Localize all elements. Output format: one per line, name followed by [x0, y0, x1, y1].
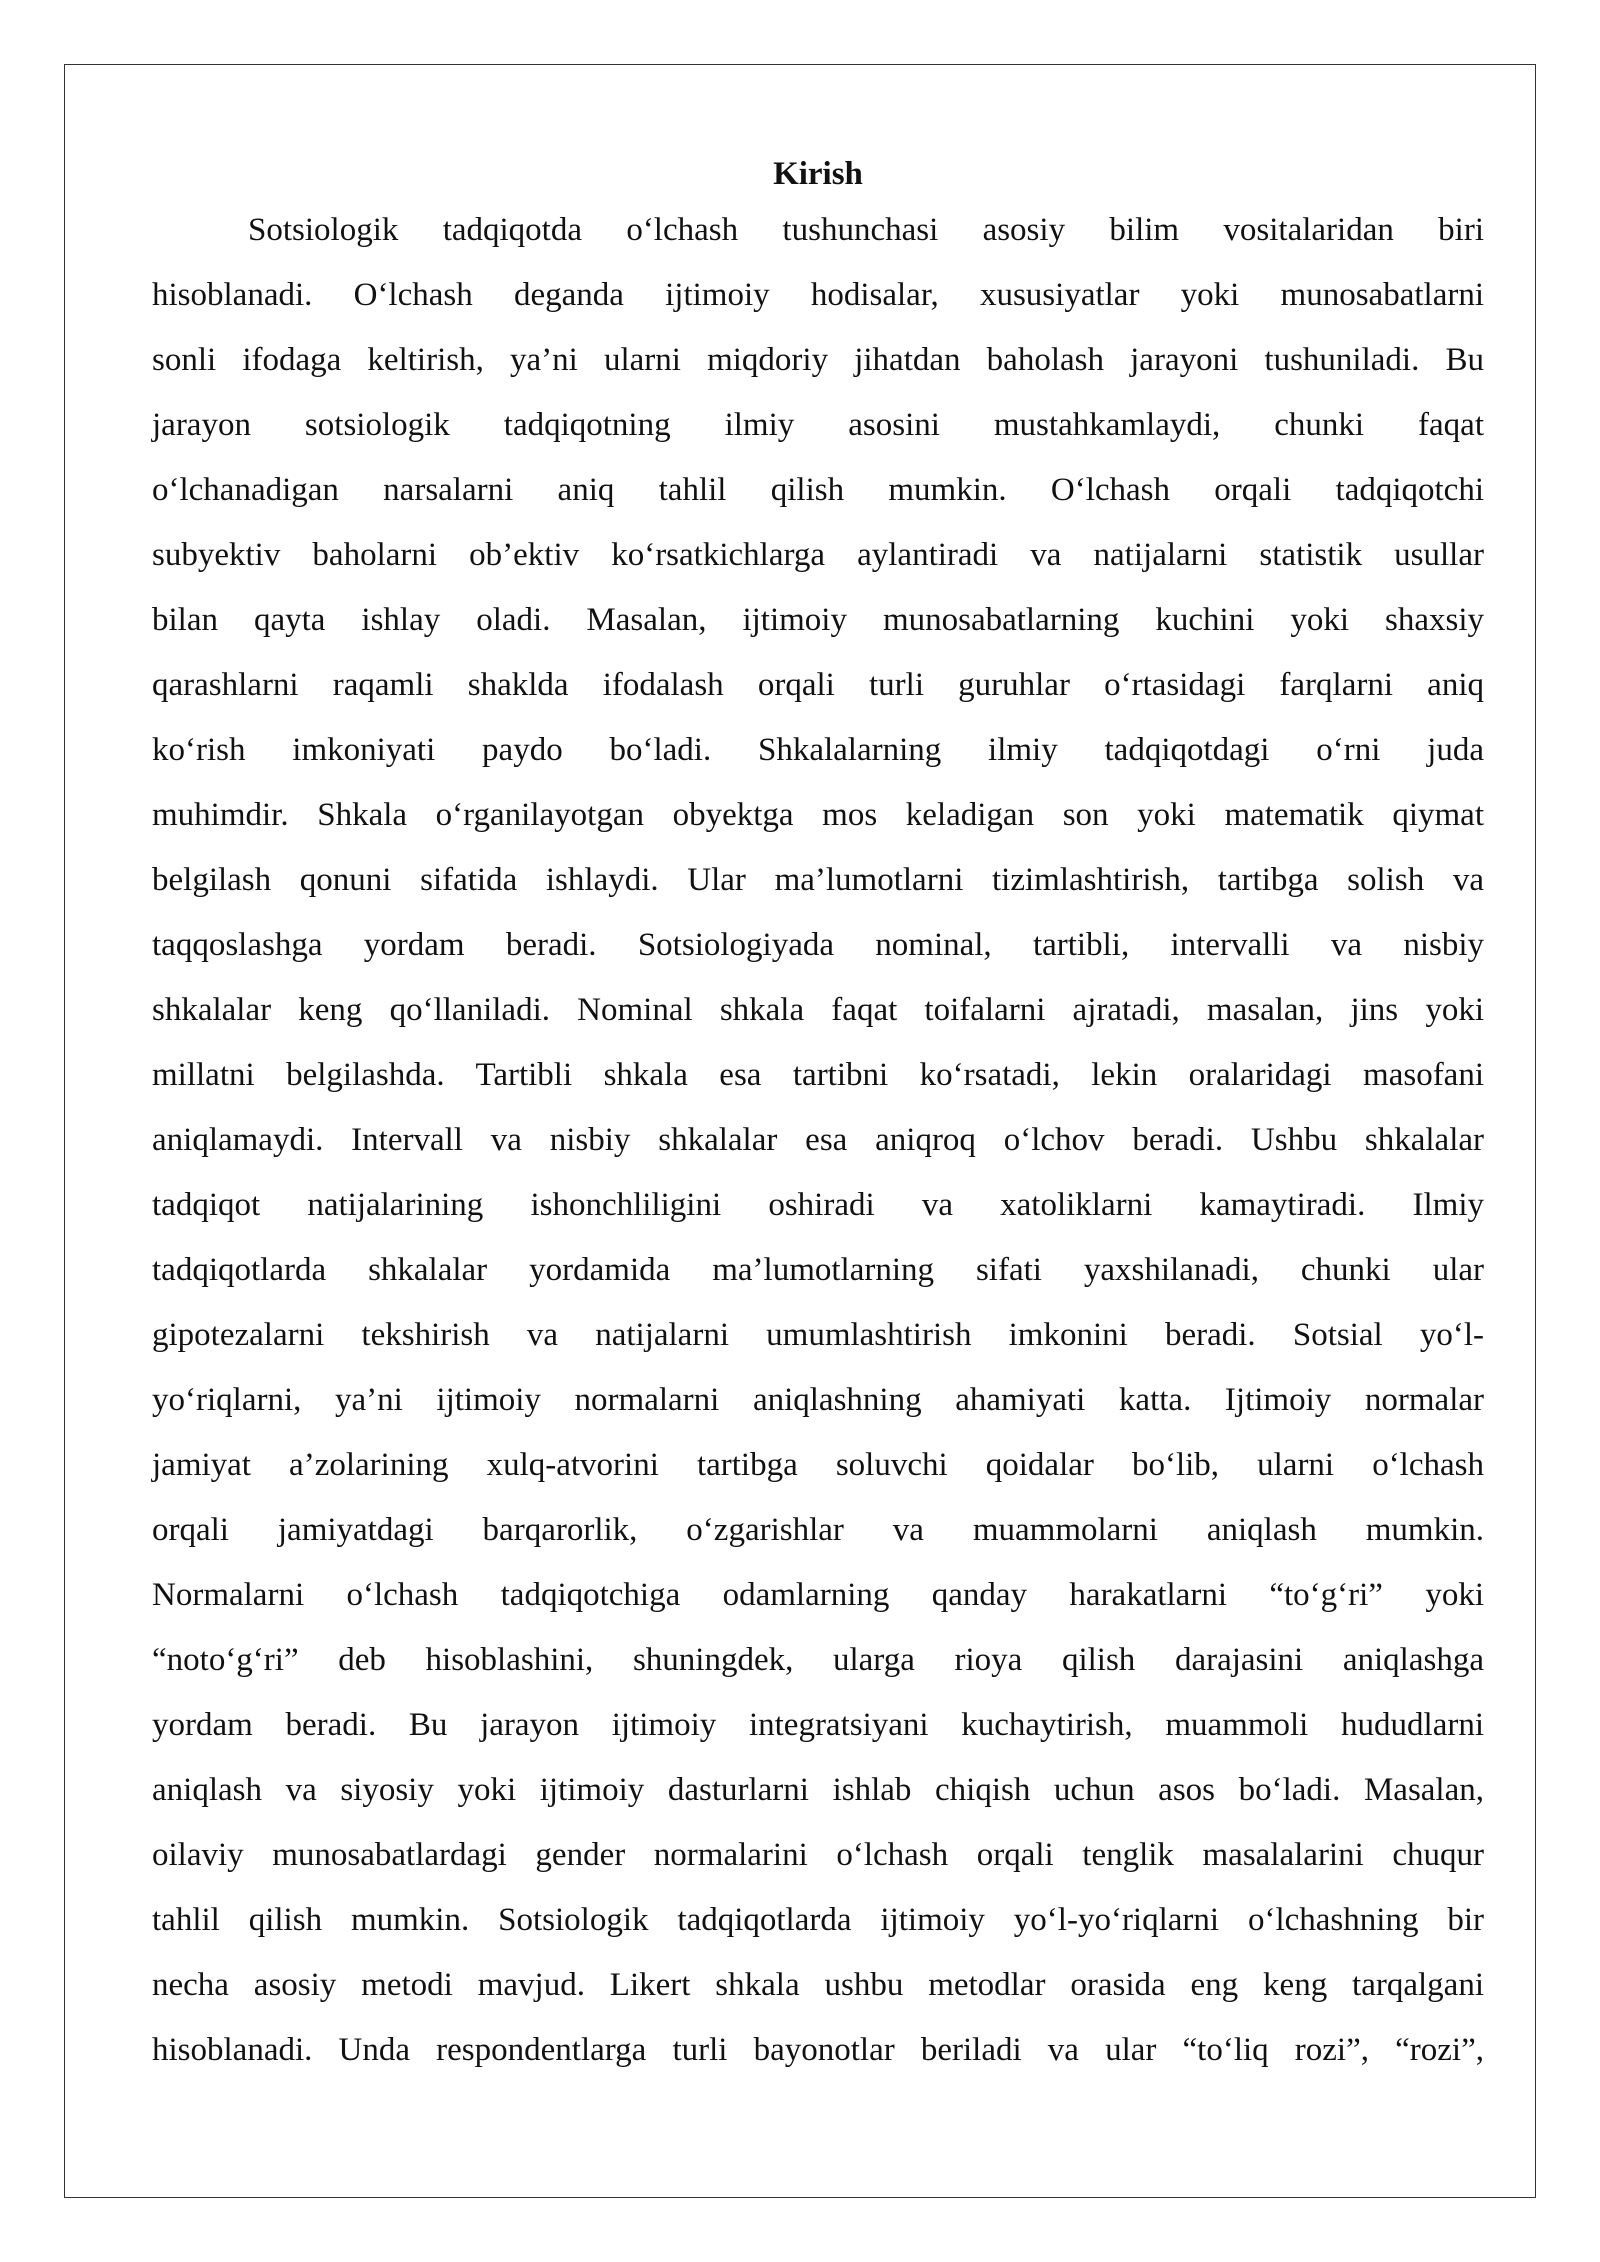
- paragraph-line: bilan qayta ishlay oladi. Masalan, ijtimoiy munosabatlarning kuchini yoki shaxsiy: [152, 602, 1484, 638]
- paragraph-line: sonli ifodaga keltirish, ya’ni ularni miqdoriy jihatdan baholash jarayoni tushuniladi. Bu: [152, 342, 1484, 378]
- paragraph-line: o‘lchanadigan narsalarni aniq tahlil qilish mumkin. O‘lchash orqali tadqiqotchi: [152, 472, 1484, 508]
- paragraph-line: tadqiqotlarda shkalalar yordamida ma’lumotlarning sifati yaxshilanadi, chunki ular: [152, 1252, 1484, 1288]
- paragraph-line: muhimdir. Shkala o‘rganilayotgan obyektga mos keladigan son yoki matematik qiymat: [152, 797, 1484, 833]
- document-body: [152, 150, 1484, 2083]
- paragraph-line: shkalalar keng qo‘llaniladi. Nominal shkala faqat toifalarni ajratadi, masalan, jins yoki: [152, 992, 1484, 1028]
- paragraph-line: tadqiqot natijalarining ishonchliligini oshiradi va xatoliklarni kamaytiradi. Ilmiy: [152, 1187, 1484, 1223]
- document-title: Kirish: [773, 156, 863, 192]
- paragraph-line: ko‘rish imkoniyati paydo bo‘ladi. Shkalalarning ilmiy tadqiqotdagi o‘rni juda: [152, 732, 1484, 768]
- paragraph-line: aniqlamaydi. Intervall va nisbiy shkalalar esa aniqroq o‘lchov beradi. Ushbu shkalalar: [152, 1122, 1484, 1158]
- paragraph-line: hisoblanadi. Unda respondentlarga turli bayonotlar beriladi va ular “to‘liq rozi”, “rozi”,: [152, 2032, 1484, 2068]
- paragraph-line: taqqoslashga yordam beradi. Sotsiologiyada nominal, tartibli, intervalli va nisbiy: [152, 927, 1484, 963]
- paragraph-line: millatni belgilashda. Tartibli shkala esa tartibni ko‘rsatadi, lekin oralaridagi masofani: [152, 1057, 1484, 1093]
- paragraph-line: Sotsiologik tadqiqotda o‘lchash tushunchasi asosiy bilim vositalaridan biri: [248, 212, 1484, 248]
- paragraph-line: tahlil qilish mumkin. Sotsiologik tadqiqotlarda ijtimoiy yo‘l-yo‘riqlarni o‘lchashning bir: [152, 1902, 1484, 1938]
- paragraph-line: Normalarni o‘lchash tadqiqotchiga odamlarning qanday harakatlarni “to‘g‘ri” yoki: [152, 1577, 1484, 1613]
- paragraph-line: “noto‘g‘ri” deb hisoblashini, shuningdek, ularga rioya qilish darajasini aniqlashga: [152, 1642, 1484, 1678]
- paragraph-line: hisoblanadi. O‘lchash deganda ijtimoiy hodisalar, xususiyatlar yoki munosabatlarni: [152, 277, 1484, 313]
- paragraph-line: subyektiv baholarni ob’ektiv ko‘rsatkichlarga aylantiradi va natijalarni statistik usullar: [152, 537, 1484, 573]
- paragraph-line: yo‘riqlarni, ya’ni ijtimoiy normalarni aniqlashning ahamiyati katta. Ijtimoiy normalar: [152, 1382, 1484, 1418]
- paragraph-line: jamiyat a’zolarining xulq-atvorini tartibga soluvchi qoidalar bo‘lib, ularni o‘lchash: [152, 1447, 1484, 1483]
- paragraph-line: oilaviy munosabatlardagi gender normalarini o‘lchash orqali tenglik masalalarini chuqur: [152, 1837, 1484, 1873]
- paragraph: [152, 198, 1484, 2083]
- paragraph-line: jarayon sotsiologik tadqiqotning ilmiy asosini mustahkamlaydi, chunki faqat: [152, 407, 1484, 443]
- paragraph-line: orqali jamiyatdagi barqarorlik, o‘zgarishlar va muammolarni aniqlash mumkin.: [152, 1512, 1484, 1548]
- paragraph-line: gipotezalarni tekshirish va natijalarni umumlashtirish imkonini beradi. Sotsial yo‘l-: [152, 1317, 1484, 1353]
- paragraph-line: qarashlarni raqamli shaklda ifodalash orqali turli guruhlar o‘rtasidagi farqlarni aniq: [152, 667, 1484, 703]
- paragraph-line: belgilash qonuni sifatida ishlaydi. Ular ma’lumotlarni tizimlashtirish, tartibga solish va: [152, 862, 1484, 898]
- paragraph-line: aniqlash va siyosiy yoki ijtimoiy dasturlarni ishlab chiqish uchun asos bo‘ladi. Masalan,: [152, 1772, 1484, 1808]
- paragraph-line: necha asosiy metodi mavjud. Likert shkala ushbu metodlar orasida eng keng tarqalgani: [152, 1967, 1484, 2003]
- paragraph-line: yordam beradi. Bu jarayon ijtimoiy integratsiyani kuchaytirish, muammoli hududlarni: [152, 1707, 1484, 1743]
